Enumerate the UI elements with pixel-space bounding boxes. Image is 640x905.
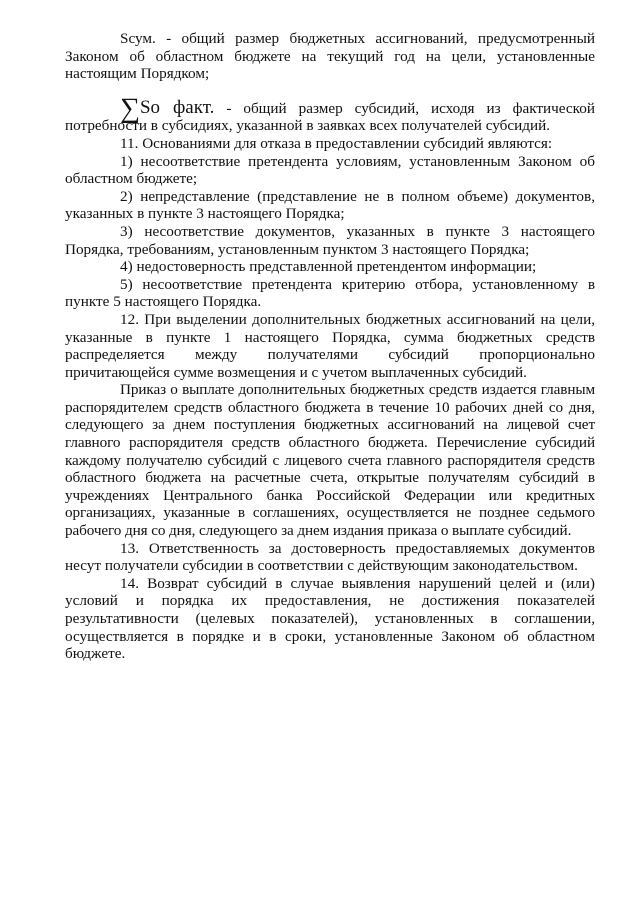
paragraph-11-item-4: 4) недостоверность представленной претендентом информации; bbox=[120, 258, 537, 276]
formula-description: - общий размер субсидий, исходя из фактической потребности в субсидиях, указанной в заявках всех получателей субсидий. bbox=[65, 99, 595, 135]
document-body bbox=[65, 30, 595, 663]
paragraph-formula-definition bbox=[65, 92, 595, 135]
paragraph-14: 14. Возврат субсидий в случае выявления нарушений целей и (или) условий и порядка их предоставления, не достижения показателей результативности (целевых показателей), установленных в соглашении, осуществляется в порядке и в сроки, установленные Законом об областном бюджете. bbox=[65, 574, 595, 663]
paragraph-scum-definition: Sсум. - общий размер бюджетных ассигнований, предусмотренный Законом об областном бюджете на текущий год на цели, установленные настоящим Порядком; bbox=[65, 30, 595, 83]
paragraph-11-item-1: 1) несоответствие претендента условиям, установленным Законом об областном бюджете; bbox=[65, 152, 595, 188]
paragraph-12-order: Приказ о выплате дополнительных бюджетных средств издается главным распорядителем средств областного бюджета в течение 10 рабочих дней со дня, следующего за днем поступления бюджетных ассигнований на лицевой счет главного распорядителя средств областного бюджета. Перечисление субсидий каждому получателю субсидий с лицевого счета главного распорядителя средств областного бюджета на расчетные счета, открытые получателям субсидий в учреждениях Центрального банка Российской Федерации или кредитных организациях, указанные в соглашениях, осуществляется не позднее седьмого рабочего дня со дня, следующего за днем издания приказа о выплате субсидий. bbox=[65, 381, 595, 540]
sum-symbol: ∑ bbox=[120, 92, 140, 124]
paragraph-12: 12. При выделении дополнительных бюджетных ассигнований на цели, указанные в пункте 1 настоящего Порядка, сумма бюджетных средств распределяется между получателями субсидий пропорционально причитающейся сумме возмещения и с учетом выплаченных субсидий. bbox=[65, 310, 595, 381]
paragraph-11-item-3: 3) несоответствие документов, указанных в пункте 3 настоящего Порядка, требованиям, установленным пунктом 3 настоящего Порядка; bbox=[65, 222, 595, 258]
formula-term: So факт. bbox=[139, 96, 215, 118]
paragraph-11: 11. Основаниями для отказа в предоставлении субсидий являются: bbox=[120, 134, 553, 152]
paragraph-13: 13. Ответственность за достоверность предоставляемых документов несут получатели субсидии в соответствии с действующим законодательством. bbox=[65, 539, 595, 575]
paragraph-11-item-5: 5) несоответствие претендента критерию отбора, установленному в пункте 5 настоящего Порядка. bbox=[65, 275, 595, 311]
paragraph-11-item-2: 2) непредставление (представление не в полном объеме) документов, указанных в пункте 3 настоящего Порядка; bbox=[65, 187, 595, 223]
